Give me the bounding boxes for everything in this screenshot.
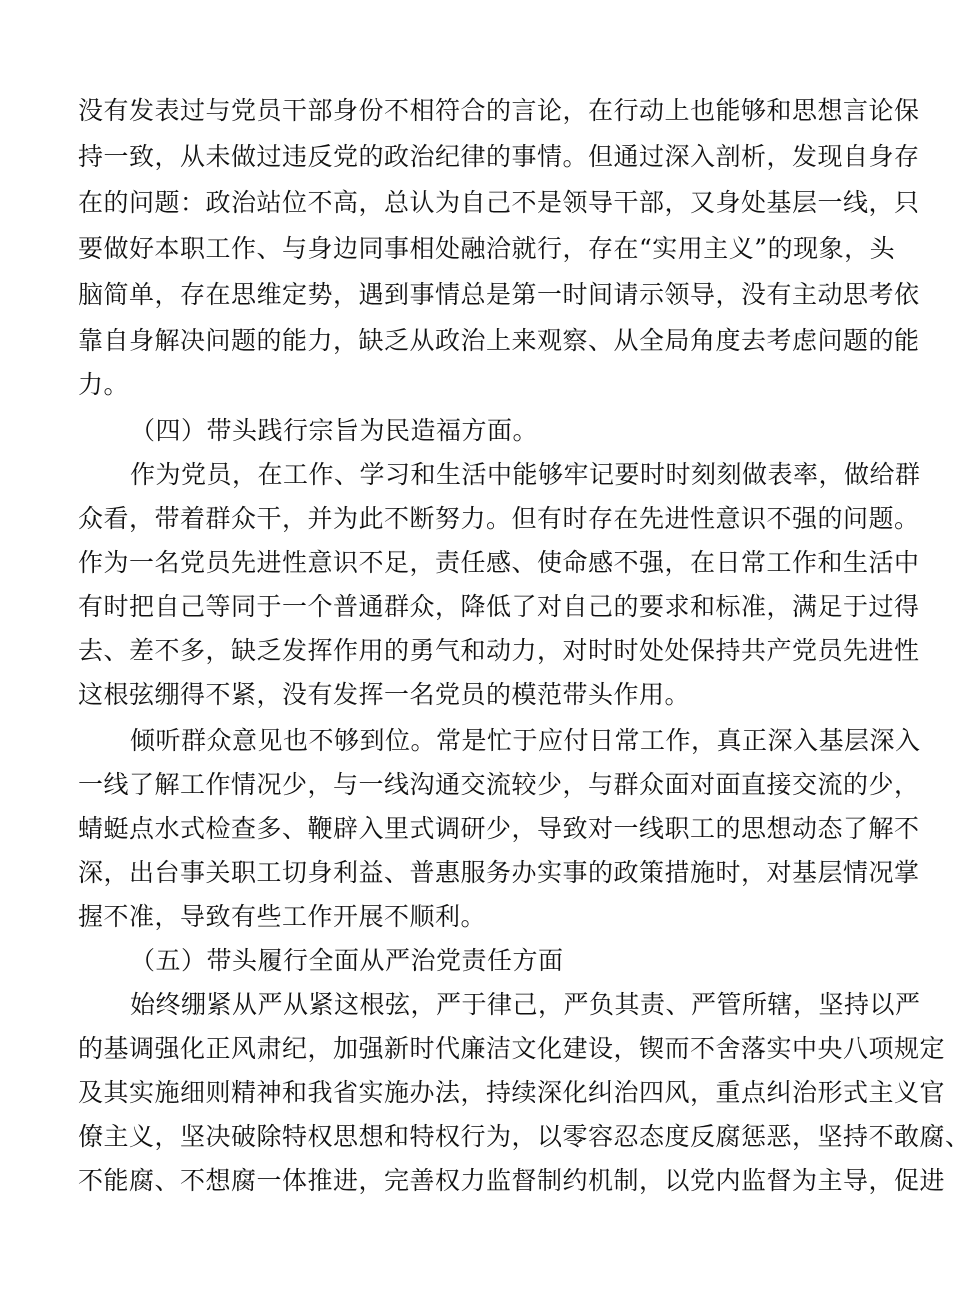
paragraph-line: 深，出台事关职工切身利益、普惠服务办实事的政策措施时，对基层情况掌 <box>78 858 920 887</box>
paragraph-line: 握不准，导致有些工作开展不顺利。 <box>78 902 487 931</box>
paragraph-line: 众看，带着群众干，并为此不断努力。但有时存在先进性意识不强的问题。 <box>78 504 920 533</box>
paragraph-line: 蜻蜓点水式检查多、鞭辟入里式调研少，导致对一线职工的思想动态了解不 <box>78 814 920 843</box>
paragraph-line: 脑简单，存在思维定势，遇到事情总是第一时间请示领导，没有主动思考依 <box>78 280 920 309</box>
section-heading-5: （五）带头履行全面从严治党责任方面 <box>130 946 564 975</box>
paragraph-line: 持一致，从未做过违反党的政治纪律的事情。但通过深入剖析，发现自身存 <box>78 142 920 171</box>
paragraph-line: 要做好本职工作、与身边同事相处融洽就行，存在“实用主义”的现象，头 <box>78 234 896 263</box>
paragraph-line: 作为党员，在工作、学习和生活中能够牢记要时时刻刻做表率，做给群 <box>130 460 921 489</box>
paragraph-line: 的基调强化正风肃纪，加强新时代廉洁文化建设，锲而不舍落实中央八项规定 <box>78 1034 946 1063</box>
paragraph-line: 在的问题：政治站位不高，总认为自己不是领导干部，又身处基层一线，只 <box>78 188 920 217</box>
paragraph-line: 去、差不多，缺乏发挥作用的勇气和动力，对时时处处保持共产党员先进性 <box>78 636 920 665</box>
paragraph-line: 倾听群众意见也不够到位。常是忙于应付日常工作，真正深入基层深入 <box>130 726 921 755</box>
paragraph-line: 靠自身解决问题的能力，缺乏从政治上来观察、从全局角度去考虑问题的能 <box>78 326 920 355</box>
paragraph-line: 始终绷紧从严从紧这根弦，严于律己，严负其责、严管所辖，坚持以严 <box>130 990 921 1019</box>
paragraph-line: 及其实施细则精神和我省实施办法，持续深化纠治四风，重点纠治形式主义官 <box>78 1078 946 1107</box>
paragraph-line: 一线了解工作情况少，与一线沟通交流较少，与群众面对面直接交流的少， <box>78 770 920 799</box>
paragraph-line: 没有发表过与党员干部身份不相符合的言论，在行动上也能够和思想言论保 <box>78 96 920 125</box>
paragraph-line: 不能腐、不想腐一体推进，完善权力监督制约机制，以党内监督为主导，促进 <box>78 1166 946 1195</box>
paragraph-line: 有时把自己等同于一个普通群众，降低了对自己的要求和标准，满足于过得 <box>78 592 920 621</box>
section-heading-4: （四）带头践行宗旨为民造福方面。 <box>130 416 539 445</box>
paragraph-line: 力。 <box>78 370 130 399</box>
paragraph-line: 这根弦绷得不紧，没有发挥一名党员的模范带头作用。 <box>78 680 691 709</box>
paragraph-line: 作为一名党员先进性意识不足，责任感、使命感不强，在日常工作和生活中 <box>78 548 920 577</box>
paragraph-line: 僚主义，坚决破除特权思想和特权行为，以零容忍态度反腐惩恶，坚持不敢腐、 <box>78 1122 971 1151</box>
